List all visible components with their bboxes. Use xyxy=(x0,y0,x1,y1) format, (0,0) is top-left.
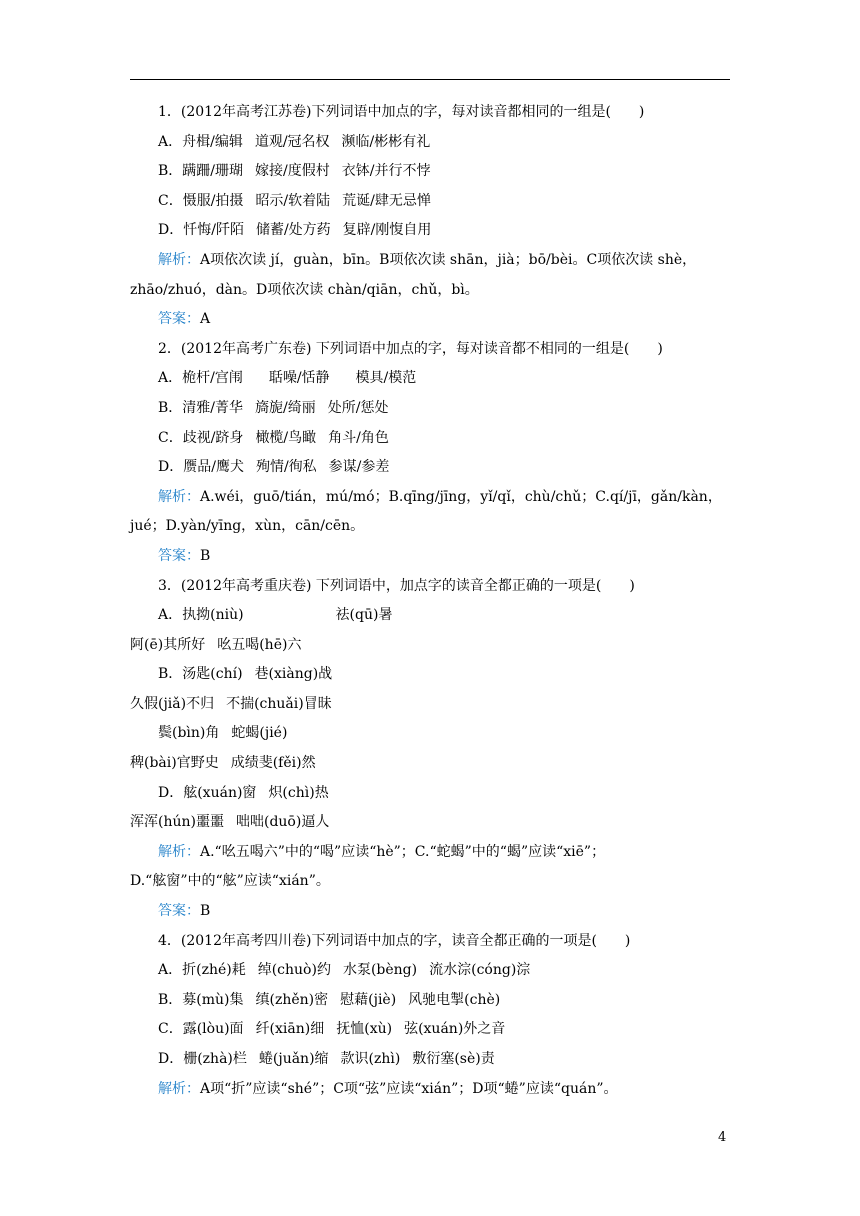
q4-option-c: C．露(lòu)面 纤(xiān)细 抚恤(xù) 弦(xuán)外之音 xyxy=(158,1021,506,1038)
q3-line: 鬓(bìn)角 蛇蝎(jié) xyxy=(158,725,288,742)
q4-option-b: B．募(mù)集 缜(zhěn)密 慰藉(jiè) 风驰电掣(chè) xyxy=(158,991,501,1008)
header-rule xyxy=(130,79,730,80)
answer-label: 答案： xyxy=(158,311,200,328)
q1-analysis: 解析：A项依次读 jí，guàn，bīn。B项依次读 shān，jià；bō/bèi。C项依次读 shè， xyxy=(158,251,697,268)
q4-analysis: 解析：A项“折”应读“shé”；C项“弦”应读“xián”；D项“蜷”应读“quán”。 xyxy=(158,1080,618,1097)
q3-line: 久假(jiǎ)不归 不揣(chuǎi)冒昧 xyxy=(130,695,332,712)
q4-option-d: D．栅(zhà)栏 蜷(juǎn)缩 款识(zhì) 敷衍塞(sè)责 xyxy=(158,1051,495,1067)
q3-analysis: 解析：A.“吆五喝六”中的“喝”应读“hè”；C.“蛇蝎”中的“蝎”应读“xiē”； xyxy=(158,843,606,860)
analysis-label: 解析： xyxy=(158,488,200,505)
q2-answer: 答案：B xyxy=(158,547,211,564)
page-content xyxy=(130,98,730,1104)
q3-stem: 3．(2012年高考重庆卷) 下列词语中，加点字的读音全都正确的一项是( ) xyxy=(158,577,635,594)
q4-option-a: A．折(zhé)耗 绰(chuò)约 水泵(bèng) 流水淙(cóng)淙 xyxy=(158,962,531,979)
q2-option-c: C．歧视/跻身 橄榄/鸟瞰 角斗/角色 xyxy=(158,429,389,446)
analysis-label: 解析： xyxy=(158,251,200,268)
q3-line: D．舷(xuán)窗 炽(chì)热 xyxy=(158,784,329,801)
q1-answer: 答案：A xyxy=(158,311,211,328)
q3-line: 浑浑(hún)噩噩 咄咄(duō)逼人 xyxy=(130,814,330,831)
q3-line: 稗(bài)官野史 成绩斐(fěi)然 xyxy=(130,755,316,772)
q2-option-d: D．赝品/鹰犬 殉情/徇私 参谋/参差 xyxy=(158,459,390,476)
q4-stem: 4．(2012年高考四川卷)下列词语中加点的字，读音全都正确的一项是( ) xyxy=(158,932,631,949)
q3-answer: 答案：B xyxy=(158,903,211,920)
q2-stem: 2．(2012年高考广东卷) 下列词语中加点的字，每对读音都不相同的一组是( ) xyxy=(158,340,663,357)
q1-option-c: C．慑服/拍摄 昭示/软着陆 荒诞/肆无忌惮 xyxy=(158,192,431,209)
q3-analysis-cont: D.“舷窗”中的“舷”应读“xián”。 xyxy=(130,873,330,890)
q3-line: A．执拗(niù) 祛(qū)暑 xyxy=(158,607,393,624)
q1-analysis-cont: zhāo/zhuó，dàn。D项依次读 chàn/qiān，chǔ，bì。 xyxy=(130,281,479,298)
q1-option-a: A．舟楫/编辑 道观/冠名权 濒临/彬彬有礼 xyxy=(158,133,431,150)
analysis-label: 解析： xyxy=(158,1080,200,1097)
answer-label: 答案： xyxy=(158,547,200,564)
q2-option-a: A．桅杆/宫闱 聒噪/恬静 模具/模范 xyxy=(158,370,417,387)
q2-analysis: 解析：A.wéi，guō/tián，mú/mó；B.qīng/jīng，yǐ/qǐ，chù/chǔ；C.qí/jī，gǎn/kàn， xyxy=(158,488,722,505)
q3-line: B．汤匙(chí) 巷(xiàng)战 xyxy=(158,666,333,683)
q2-option-b: B．清雅/菁华 旖旎/绮丽 处所/惩处 xyxy=(158,399,389,416)
page-number: 4 xyxy=(718,1130,727,1145)
q3-line: 阿(ē)其所好 吆五喝(hē)六 xyxy=(130,636,302,653)
analysis-label: 解析： xyxy=(158,843,200,860)
q1-option-b: B．蹒跚/珊瑚 嫁接/度假村 衣钵/并行不悖 xyxy=(158,163,431,180)
answer-label: 答案： xyxy=(158,903,200,920)
q2-analysis-cont: jué；D.yàn/yīng，xùn，cān/cēn。 xyxy=(130,518,365,535)
q1-stem: 1．(2012年高考江苏卷)下列词语中加点的字，每对读音都相同的一组是( ) xyxy=(158,104,645,120)
q1-option-d: D．忏悔/阡陌 储蓄/处方药 复辟/刚愎自用 xyxy=(158,222,432,239)
